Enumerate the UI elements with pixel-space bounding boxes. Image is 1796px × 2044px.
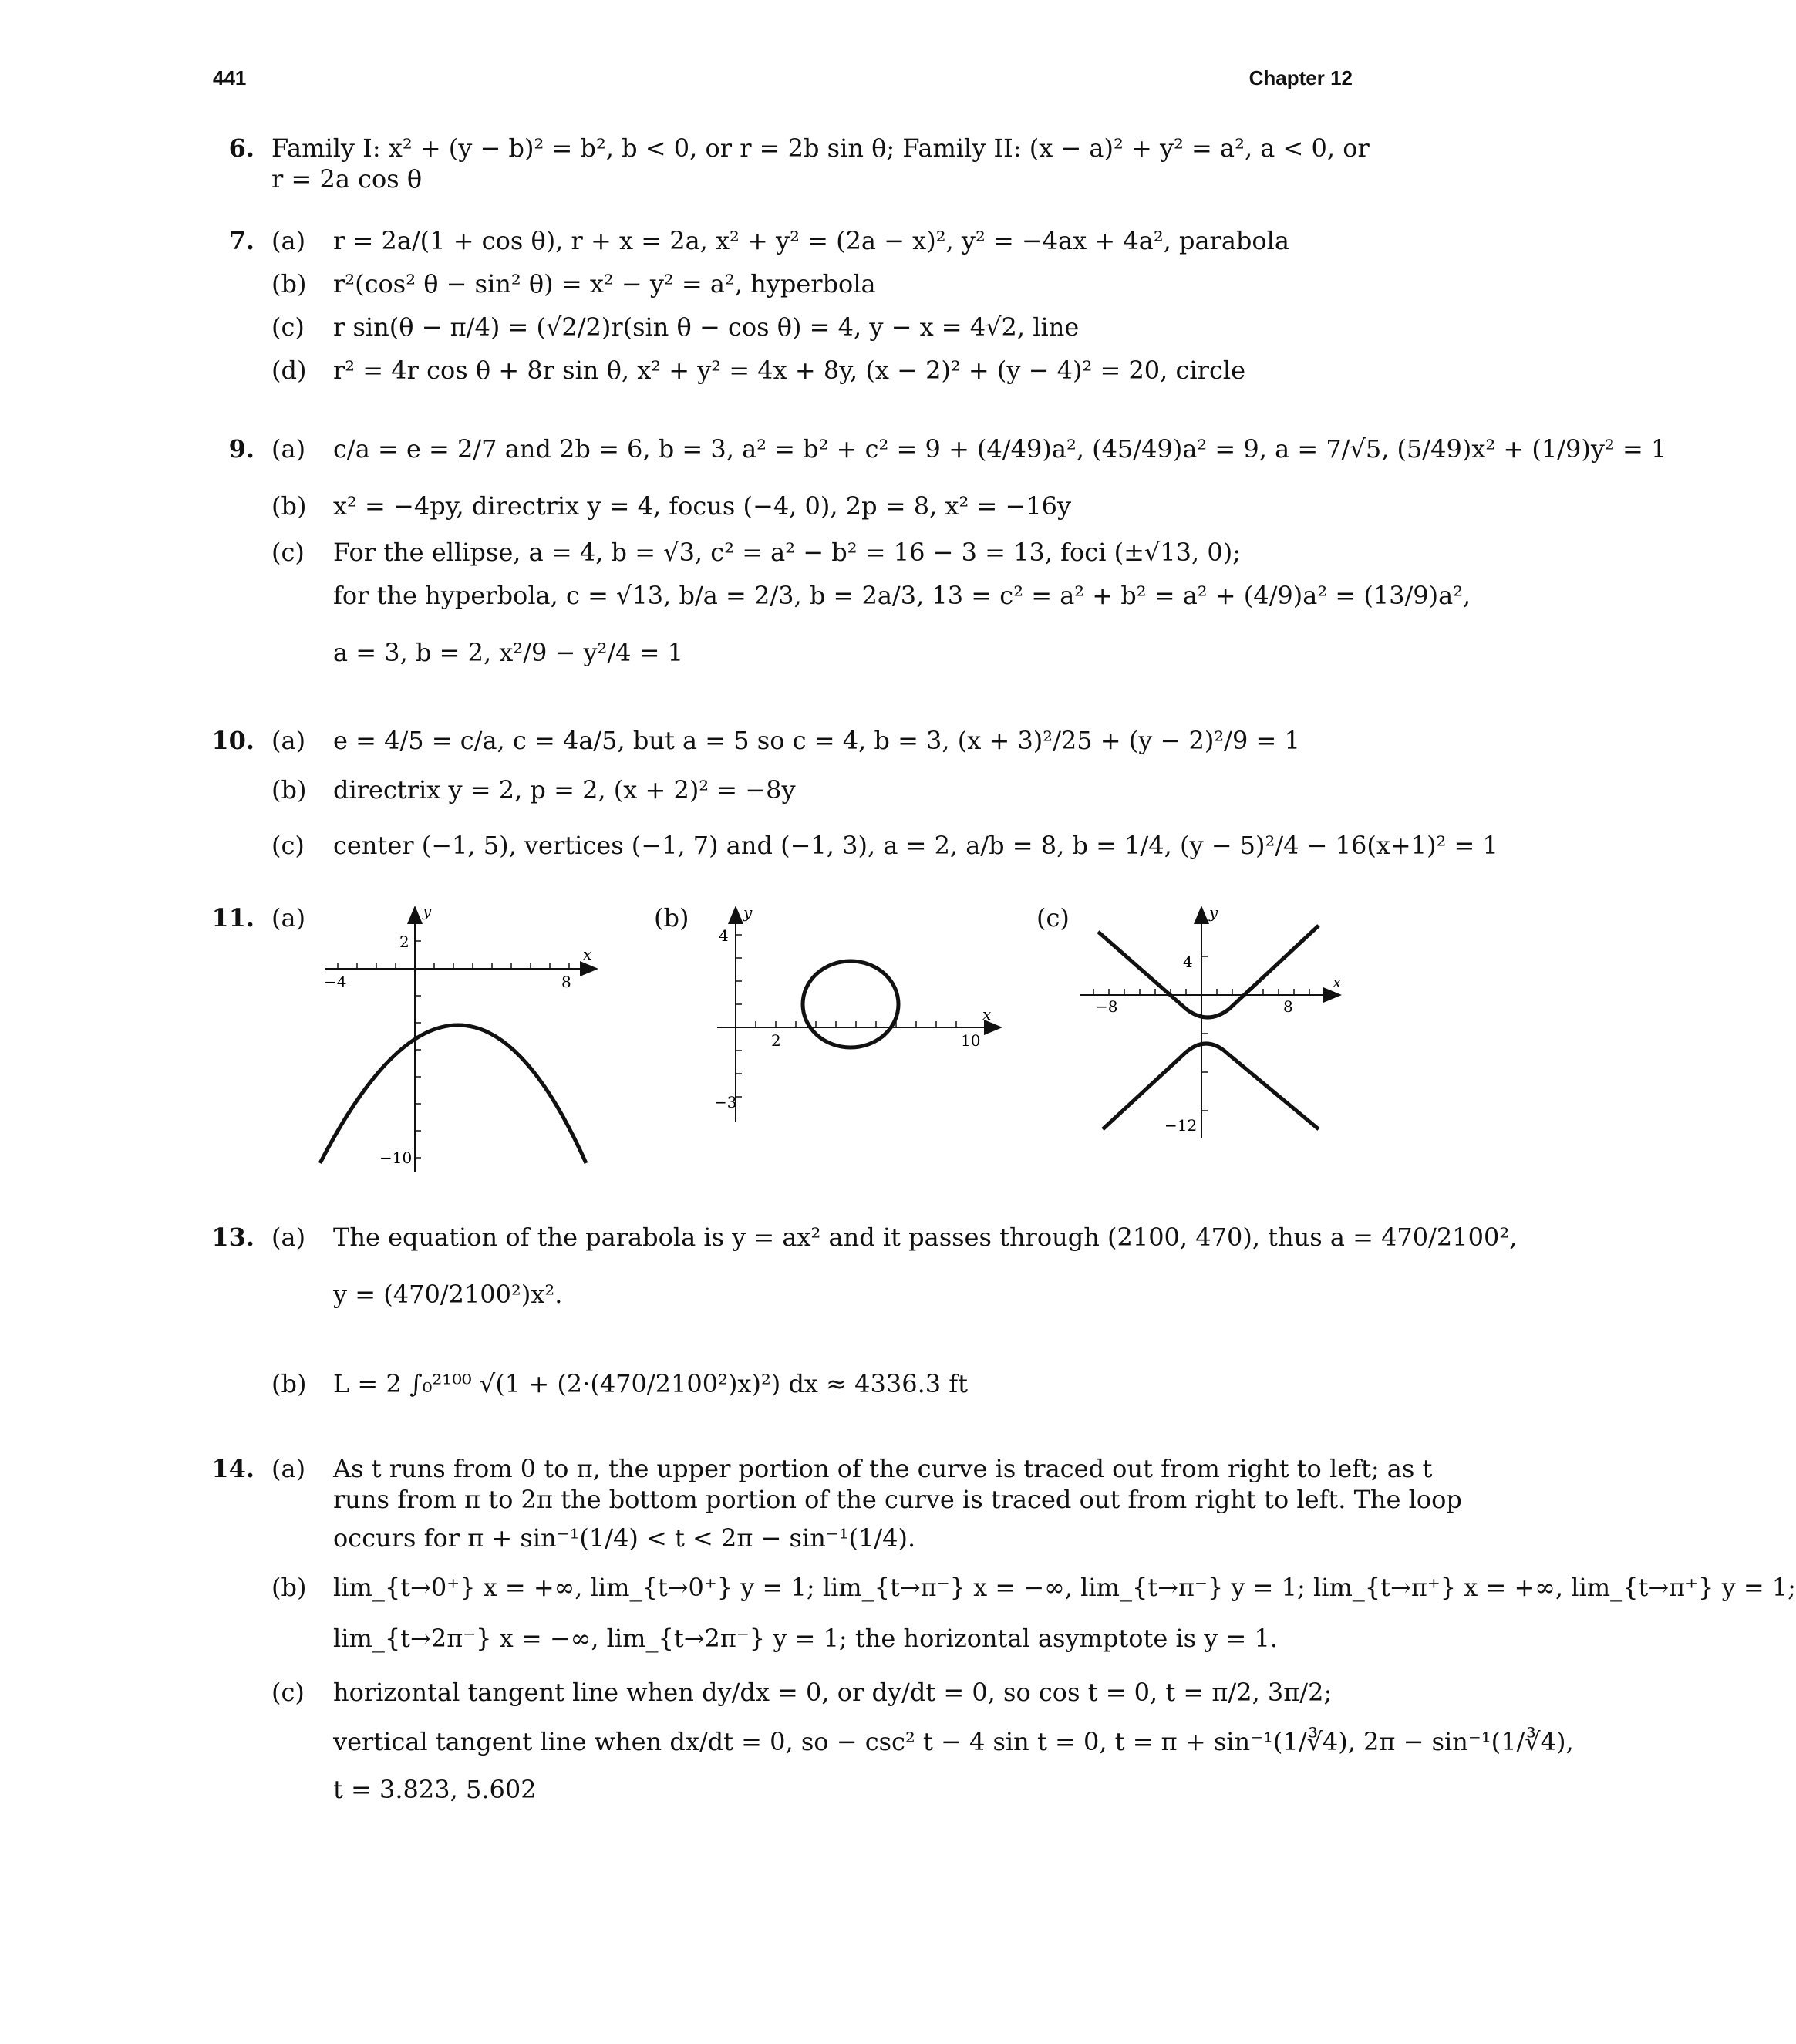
part-text: For the ellipse, a = 4, b = √3, c² = a² − b² = 16 − 3 = 13, foci (±√13, 0);	[333, 538, 1241, 567]
part-label: (a)	[271, 226, 306, 255]
part-label: (a)	[271, 903, 306, 933]
tick-label: 2	[399, 933, 409, 951]
part-text: t = 3.823, 5.602	[333, 1775, 537, 1804]
tick-label: 8	[561, 973, 571, 991]
problem-number: 10.	[211, 726, 254, 755]
part-text: a = 3, b = 2, x²/9 − y²/4 = 1	[333, 638, 684, 667]
problem-number: 9.	[228, 434, 254, 464]
part-label: (a)	[271, 726, 306, 755]
hyperbola-lower-branch	[1103, 1044, 1319, 1129]
part-label: (c)	[271, 1678, 305, 1707]
tick-label: 2	[771, 1031, 781, 1050]
part-text: lim_{t→2π⁻} x = −∞, lim_{t→2π⁻} y = 1; the horizontal asymptote is y = 1.	[333, 1624, 1279, 1653]
part-text: c/a = e = 2/7 and 2b = 6, b = 3, a² = b² + c² = 9 + (4/49)a², (45/49)a² = 9, a = 7/√5, (5/49)x² + (1/9)y² = 1	[333, 434, 1667, 464]
part-text: r sin(θ − π/4) = (√2/2)r(sin θ − cos θ) = 4, y − x = 4√2, line	[333, 312, 1080, 342]
tick-label: 4	[719, 926, 729, 945]
parabola-curve	[320, 1025, 586, 1163]
part-label: (b)	[654, 903, 689, 933]
tick-label: 8	[1283, 997, 1293, 1016]
part-text: x² = −4py, directrix y = 4, focus (−4, 0), 2p = 8, x² = −16y	[333, 491, 1072, 521]
tick-label: −4	[324, 973, 347, 991]
part-text: e = 4/5 = c/a, c = 4a/5, but a = 5 so c = 4, b = 3, (x + 3)²/25 + (y − 2)²/9 = 1	[333, 726, 1300, 755]
part-label: (b)	[271, 1573, 307, 1602]
part-label: (a)	[271, 434, 306, 464]
x-axis-label: x	[1333, 973, 1342, 991]
graph-b	[694, 902, 1018, 1126]
part-text: runs from π to 2π the bottom portion of the curve is traced out from right to left. The loop	[333, 1485, 1462, 1514]
part-label: (a)	[271, 1223, 306, 1252]
part-label: (d)	[271, 356, 307, 385]
page-number: 441	[213, 66, 247, 89]
y-axis-label: y	[1209, 903, 1218, 922]
graph-c	[1072, 902, 1350, 1149]
part-text: for the hyperbola, c = √13, b/a = 2/3, b = 2a/3, 13 = c² = a² + b² = a² + (4/9)a² = (13/9)a²,	[333, 581, 1471, 610]
x-axis-label: x	[583, 945, 592, 963]
part-label: (c)	[271, 538, 305, 567]
tick-label: −3	[714, 1093, 737, 1111]
part-label: (b)	[271, 1369, 307, 1398]
y-axis-label: y	[743, 903, 753, 922]
problem-text: r = 2a cos θ	[271, 164, 423, 194]
part-text: As t runs from 0 to π, the upper portion of the curve is traced out from right to left; as t	[333, 1454, 1433, 1483]
problem-number: 11.	[211, 903, 254, 933]
part-text: r²(cos² θ − sin² θ) = x² − y² = a², hyperbola	[333, 269, 876, 299]
part-text: r = 2a/(1 + cos θ), r + x = 2a, x² + y² = (2a − x)², y² = −4ax + 4a², parabola	[333, 226, 1289, 255]
part-label: (a)	[271, 1454, 306, 1483]
problem-text: Family I: x² + (y − b)² = b², b < 0, or r = 2b sin θ; Family II: (x − a)² + y² = a², a < 0, or	[271, 133, 1370, 163]
part-text: occurs for π + sin⁻¹(1/4) < t < 2π − sin⁻¹(1/4).	[333, 1523, 916, 1553]
problem-number: 14.	[211, 1454, 254, 1483]
part-text: lim_{t→0⁺} x = +∞, lim_{t→0⁺} y = 1; lim_{t→π⁻} x = −∞, lim_{t→π⁻} y = 1; lim_{t→π⁺} x = +∞, lim_{t→π⁺} y = 1;	[333, 1573, 1796, 1602]
tick-label: 10	[961, 1031, 981, 1050]
part-text: L = 2 ∫₀²¹⁰⁰ √(1 + (2·(470/2100²)x)²) dx ≈ 4336.3 ft	[333, 1369, 968, 1398]
part-text: directrix y = 2, p = 2, (x + 2)² = −8y	[333, 775, 796, 804]
graph-a	[308, 902, 617, 1180]
part-label: (c)	[1036, 903, 1070, 933]
part-text: vertical tangent line when dx/dt = 0, so − csc² t − 4 sin t = 0, t = π + sin⁻¹(1/∛4), 2π − sin⁻¹(1/∛4),	[333, 1727, 1574, 1756]
problem-number: 7.	[228, 226, 254, 255]
part-text: y = (470/2100²)x².	[333, 1280, 563, 1309]
tick-label: −12	[1164, 1116, 1198, 1135]
part-label: (b)	[271, 775, 307, 804]
tick-label: −8	[1095, 997, 1118, 1016]
part-label: (b)	[271, 269, 307, 299]
x-axis-label: x	[982, 1005, 992, 1024]
ellipse-curve	[803, 961, 898, 1047]
tick-label: −10	[379, 1148, 413, 1167]
part-text: center (−1, 5), vertices (−1, 7) and (−1, 3), a = 2, a/b = 8, b = 1/4, (y − 5)²/4 − 16(x+1)² = 1	[333, 831, 1498, 860]
chapter-title: Chapter 12	[1248, 66, 1353, 89]
part-text: horizontal tangent line when dy/dx = 0, or dy/dt = 0, so cos t = 0, t = π/2, 3π/2;	[333, 1678, 1333, 1707]
part-label: (c)	[271, 312, 305, 342]
problem-number: 13.	[211, 1223, 254, 1252]
part-label: (c)	[271, 831, 305, 860]
tick-label: 4	[1183, 953, 1193, 971]
problem-number: 6.	[228, 133, 254, 163]
part-text: The equation of the parabola is y = ax² and it passes through (2100, 470), thus a = 470/2100²,	[333, 1223, 1518, 1252]
part-text: r² = 4r cos θ + 8r sin θ, x² + y² = 4x + 8y, (x − 2)² + (y − 4)² = 20, circle	[333, 356, 1246, 385]
part-label: (b)	[271, 491, 307, 521]
y-axis-label: y	[423, 902, 432, 920]
